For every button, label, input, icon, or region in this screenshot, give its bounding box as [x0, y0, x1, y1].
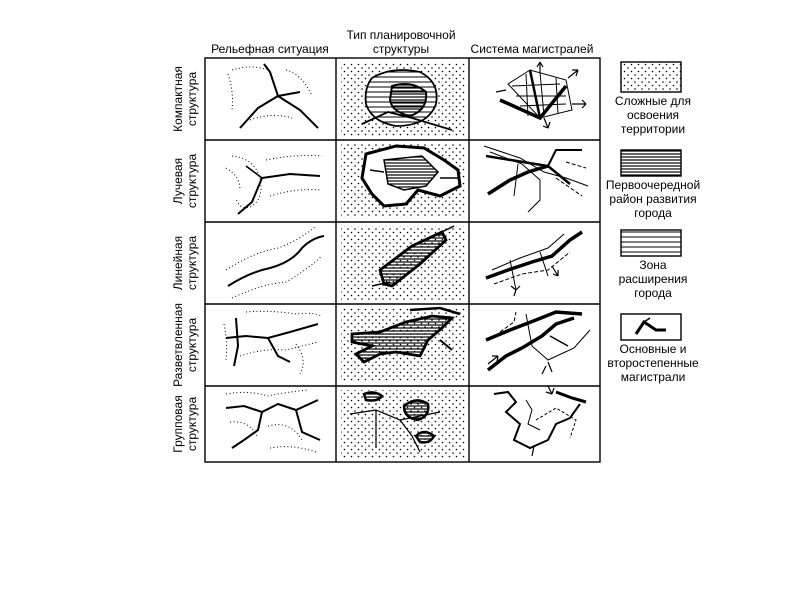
row-label-group: Групповая структура — [171, 395, 199, 453]
roads-radial — [484, 146, 588, 212]
plan-branched — [341, 308, 465, 382]
plan-radial — [341, 144, 465, 218]
legend-symbol-difficult-terrain — [621, 62, 681, 92]
legend-text-difficult-terrain: Сложные для освоения территории — [614, 94, 692, 136]
relief-branched — [224, 311, 322, 374]
row-label-compact: Компактная структура — [171, 66, 199, 132]
roads-linear — [486, 232, 582, 296]
row-label-branched: Разветвленная структура — [171, 303, 199, 387]
relief-compact — [228, 64, 318, 128]
legend-symbol-priority-district — [621, 150, 681, 176]
roads-branched — [486, 312, 590, 374]
plan-group — [341, 390, 465, 458]
legend-symbol-main-secondary-roads — [621, 314, 681, 340]
legend-text-main-secondary-roads: Основные и второстепенные магистрали — [607, 342, 699, 384]
relief-linear — [226, 226, 324, 298]
legend-symbol-expansion-zone — [621, 230, 681, 256]
relief-group — [226, 390, 320, 452]
roads-compact — [496, 62, 586, 128]
legend-text-expansion-zone: Зона расширения города — [618, 258, 688, 300]
roads-group — [494, 386, 586, 456]
column-header-plan-line2: структуры — [372, 42, 430, 56]
legend-text-priority-district: Первоочередной район развития города — [605, 178, 701, 220]
column-header-roads: Система магистралей — [470, 42, 594, 56]
plan-compact — [341, 62, 465, 136]
row-label-radial: Лучевая структура — [171, 153, 199, 209]
relief-radial — [226, 156, 322, 215]
row-label-linear: Линейная структура — [171, 235, 199, 291]
column-header-plan-line1: Тип планировочной — [346, 28, 456, 42]
plan-linear — [341, 226, 465, 300]
column-header-relief: Рельефная ситуация — [211, 42, 329, 56]
